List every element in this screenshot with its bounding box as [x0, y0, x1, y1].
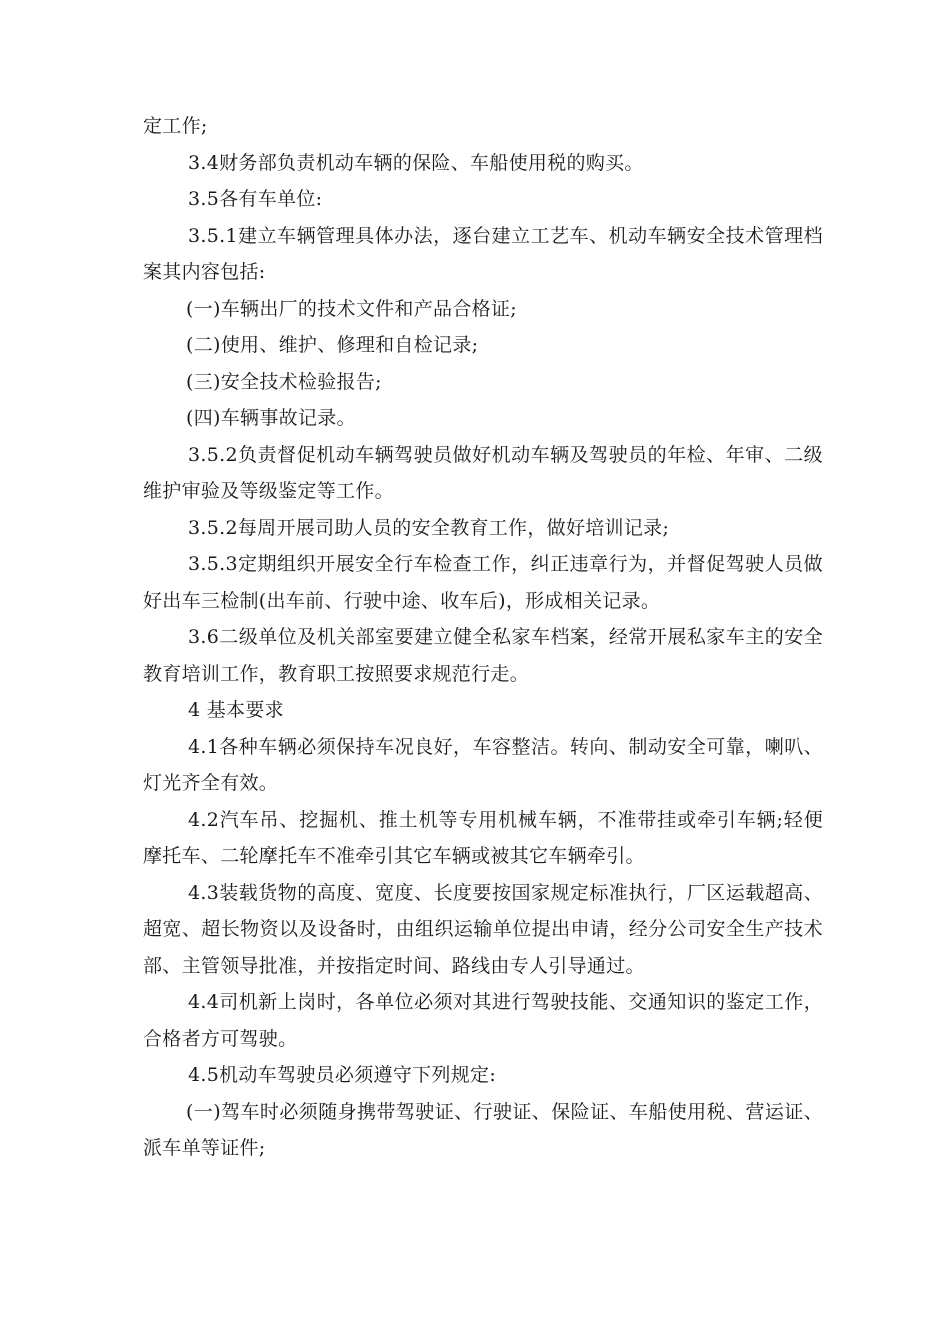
list-item: (一)车辆出厂的技术文件和产品合格证; — [186, 297, 517, 320]
paragraph: 4.2汽车吊、挖掘机、推土机等专用机械车辆，不准带挂或牵引车辆;轻便摩托车、二轮摩托车不准牵引其它车辆或被其它车辆牵引。 — [143, 808, 823, 867]
paragraph: 3.6二级单位及机关部室要建立健全私家车档案，经常开展私家车主的安全教育培训工作，教育职工按照要求规范行走。 — [143, 626, 823, 685]
paragraph: 3.5各有车单位: — [188, 188, 323, 210]
list-item: (三)安全技术检验报告; — [186, 370, 382, 393]
list-item: (一)驾车时必须随身携带驾驶证、行驶证、保险证、车船使用税、营运证、派车单等证件; — [143, 1100, 823, 1159]
document-body — [143, 108, 823, 1167]
paragraph: 3.4财务部负责机动车辆的保险、车船使用税的购买。 — [188, 151, 644, 174]
paragraph: 3.5.1建立车辆管理具体办法，逐台建立工艺车、机动车辆安全技术管理档案其内容包括: — [143, 224, 823, 283]
paragraph: 4.5机动车驾驶员必须遵守下列规定: — [188, 1064, 497, 1086]
list-item: (四)车辆事故记录。 — [186, 407, 356, 429]
paragraph: 定工作; — [143, 115, 208, 137]
paragraph: 4.1各种车辆必须保持车况良好，车容整洁。转向、制动安全可靠，喇叭、灯光齐全有效。 — [143, 735, 823, 794]
paragraph: 3.5.3定期组织开展安全行车检查工作，纠正违章行为，并督促驾驶人员做好出车三检制(出车前、行驶中途、收车后)，形成相关记录。 — [143, 553, 823, 612]
section-heading: 4 基本要求 — [188, 699, 284, 721]
paragraph: 4.4司机新上岗时，各单位必须对其进行驾驶技能、交通知识的鉴定工作，合格者方可驾驶。 — [143, 991, 823, 1050]
paragraph: 3.5.2每周开展司助人员的安全教育工作，做好培训记录; — [188, 516, 670, 539]
paragraph: 4.3装载货物的高度、宽度、长度要按国家规定标准执行，厂区运载超高、超宽、超长物资以及设备时，由组织运输单位提出申请，经分公司安全生产技术部、主管领导批准，并按指定时间、路线由专人引导通过。 — [143, 881, 823, 977]
list-item: (二)使用、维护、修理和自检记录; — [186, 334, 479, 356]
paragraph: 3.5.2负责督促机动车辆驾驶员做好机动车辆及驾驶员的年检、年审、二级维护审验及等级鉴定等工作。 — [143, 443, 823, 502]
